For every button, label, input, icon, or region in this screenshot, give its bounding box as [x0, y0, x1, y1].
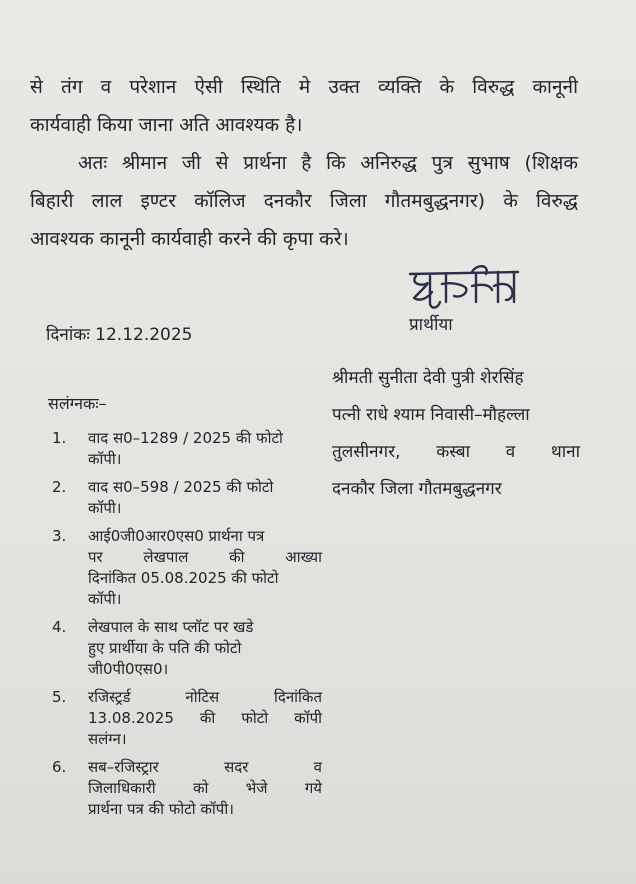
attachment-number: 4. [52, 618, 67, 636]
paragraph-line: अतः श्रीमान जी से प्रार्थना है कि अनिरुद्ध पुत्र सुभाष (शिक्षक [78, 152, 578, 174]
attachment-line: लेखपाल के साथ प्लॉट पर खडे [88, 618, 254, 636]
body-paragraph-2 [30, 144, 578, 258]
attachment-line: वाद स0–598 / 2025 की फोटो [88, 478, 274, 496]
attachment-line: कॉपी। [88, 450, 122, 468]
attachment-line: कॉपी। [88, 499, 122, 517]
attachment-item [52, 428, 322, 470]
date-line: दिनांकः 12.12.2025 [46, 325, 193, 345]
attachments-heading: सलंग्नकः– [48, 394, 107, 413]
attachment-line: वाद स0–1289 / 2025 की फोटो [88, 429, 283, 447]
address-line: दनकौर जिला गौतमबुद्धनगर [332, 479, 502, 499]
attachment-line: दिनांकित 05.08.2025 की फोटो [88, 569, 279, 587]
paragraph-line: कार्यवाही किया जाना अति आवश्यक है। [30, 114, 303, 136]
attachments-list [52, 428, 322, 827]
address-line: तुलसीनगर, कस्बा व थाना [332, 442, 580, 462]
attachment-item [52, 617, 322, 680]
attachment-line: जिलाधिकारी को भेजे गये [88, 779, 322, 797]
attachment-item [52, 757, 322, 820]
attachment-line: कॉपी। [88, 590, 122, 608]
attachment-line: हुए प्रार्थीया के पति की फोटो [88, 639, 242, 657]
applicant-address [332, 360, 580, 508]
attachment-number: 1. [52, 429, 67, 447]
paragraph-line: से तंग व परेशान ऐसी स्थिति मे उक्त व्यक्ति के विरुद्ध कानूनी [30, 76, 578, 98]
attachment-item [52, 526, 322, 610]
address-line: पत्नी राधे श्याम निवासी–मौहल्ला [332, 405, 530, 425]
attachment-line: सब–रजिस्ट्रार सदर व [88, 758, 322, 776]
attachment-line: पर लेखपाल की आख्या [88, 548, 322, 566]
attachment-line: आई0जी0आर0एस0 प्रार्थना पत्र [88, 527, 265, 545]
attachment-line: जी0पी0एस0। [88, 660, 169, 678]
signature-label: प्रार्थीया [409, 315, 453, 335]
attachment-number: 5. [52, 688, 67, 706]
paragraph-line: आवश्यक कानूनी कार्यवाही करने की कृपा करे। [30, 228, 349, 250]
attachment-line: सलंग्न। [88, 730, 127, 748]
address-line: श्रीमती सुनीता देवी पुत्री शेरसिंह [332, 368, 524, 388]
attachment-item [52, 687, 322, 750]
attachment-line: 13.08.2025 की फोटो कॉपी [88, 709, 322, 727]
attachment-line: रजिस्ट्रर्ड नोटिस दिनांकित [88, 688, 322, 706]
handwritten-signature [406, 262, 526, 314]
attachment-number: 6. [52, 758, 67, 776]
paragraph-line: बिहारी लाल इण्टर कॉलिज दनकौर जिला गौतमबुद्धनगर) के विरुद्ध [30, 190, 578, 212]
body-paragraph-1 [30, 68, 578, 144]
attachment-line: प्रार्थना पत्र की फोटो कॉपी। [88, 800, 234, 818]
attachment-number: 2. [52, 478, 67, 496]
attachment-number: 3. [52, 527, 67, 545]
attachment-item [52, 477, 322, 519]
